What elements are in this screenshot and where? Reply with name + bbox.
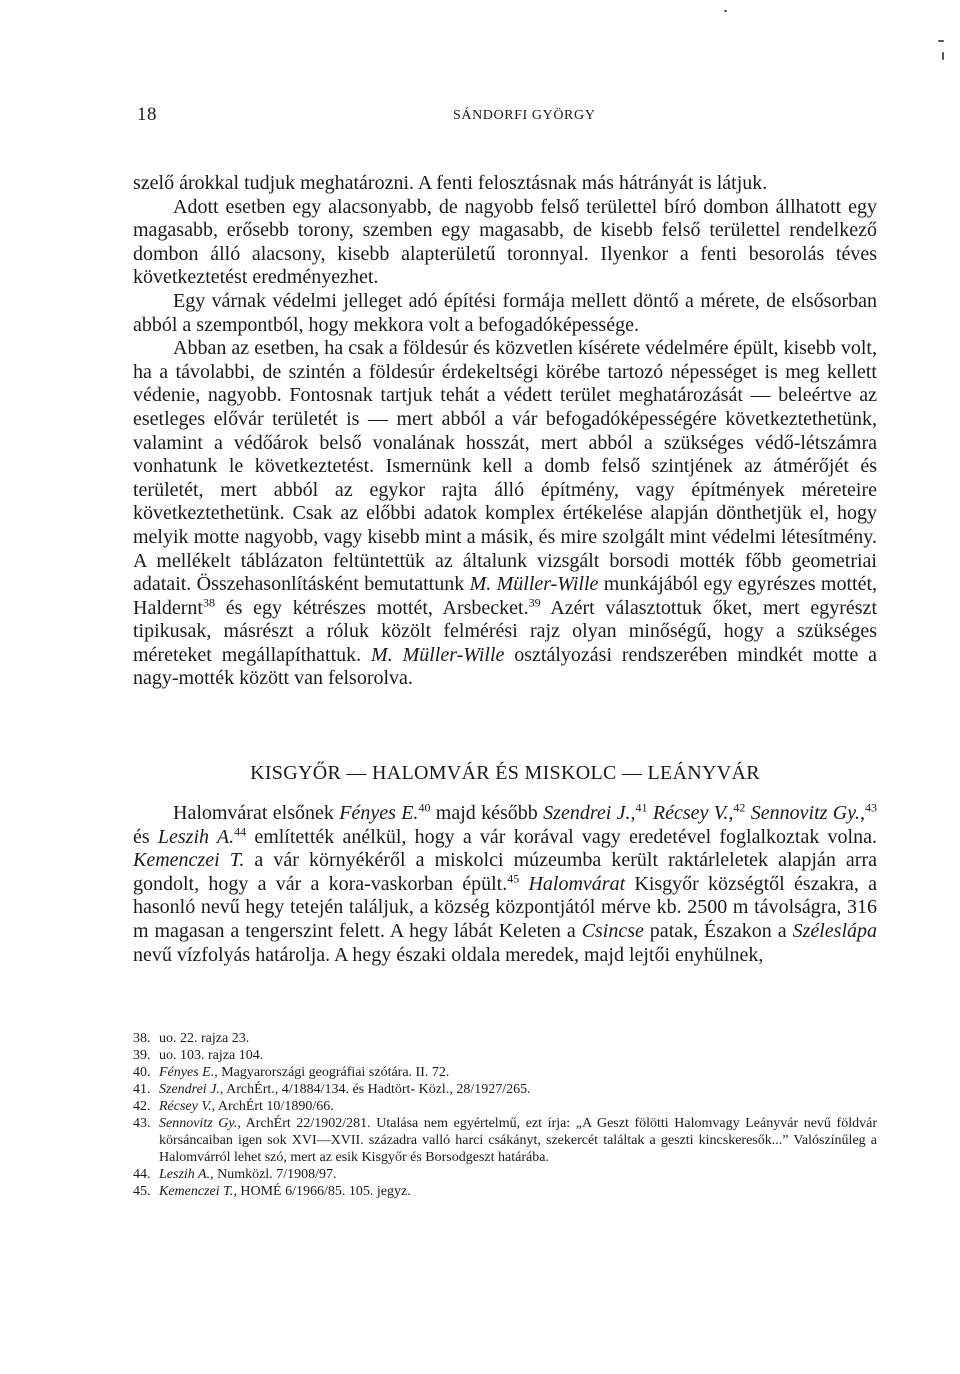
footnote-text xyxy=(159,1115,877,1166)
author-name: Fényes E. xyxy=(339,802,419,824)
text-run: Halomvárat elsőnek xyxy=(173,802,340,824)
footnote-number: 39. xyxy=(133,1048,151,1063)
text-run: és egy kétrészes mottét, Arsbecket. xyxy=(214,596,529,619)
footnote-text xyxy=(159,1064,877,1081)
paragraph: szelő árokkal tudjuk meghatározni. A fenti felosztásnak más hátrányát is látjuk. xyxy=(133,172,768,194)
footnote-ref: 40 xyxy=(418,800,431,815)
footnote-text: uo. 103. rajza 104. xyxy=(159,1048,264,1063)
page-number: 18 xyxy=(137,104,157,125)
author-name: Leszih A. xyxy=(159,1167,211,1182)
running-head: SÁNDORFI GYÖRGY xyxy=(453,108,596,123)
footnote-text xyxy=(159,1081,877,1098)
footnote-ref: 44 xyxy=(234,823,247,838)
text-run: majd később xyxy=(430,802,544,824)
text-run: nevű vízfolyás határolja. A hegy északi oldala meredek, majd lejtői enyhülnek, xyxy=(133,943,764,966)
scan-speck xyxy=(942,52,944,60)
section-title: KISGYŐR — HALOMVÁR ÉS MISKOLC — LEÁNYVÁR xyxy=(250,762,760,784)
footnote xyxy=(133,1081,877,1098)
scan-speck xyxy=(938,40,944,42)
footnote-number: 43. xyxy=(133,1116,151,1131)
footnote-number: 42. xyxy=(133,1099,151,1114)
paragraph xyxy=(133,802,877,967)
footnote-number: 38. xyxy=(133,1031,151,1046)
text-run: említették anélkül, hogy a vár korával vagy eredetével foglalkoztak volna. xyxy=(246,825,877,848)
author-name: Fényes E. xyxy=(159,1065,215,1080)
text-run: Kisgyőr községtől északra, a hasonló nevű hegy tetején találjuk, a község központjától mérve kb. 2500 m távolságra, 316 m magasan a tengerszint felett. A hegy lábát Keleten a xyxy=(133,872,878,942)
author-name: Szendrei J., xyxy=(543,802,636,824)
text-run: , ArchÉrt., 4/1884/134. és Hadtört- Közl., 28/1927/265. xyxy=(219,1082,531,1097)
footnote xyxy=(133,1064,877,1081)
paragraph: Adott esetben egy alacsonyabb, de nagyobb felső területtel bíró dombon állhatott egy magasabb, erősebb torony, szemben egy magasabb, de kisebb felső területtel rendelkező dombon álló alacsony, kisebb alapterületű toronnyal. Ilyenkor a fenti besorolás téves következtetést eredményezhet. xyxy=(133,195,877,289)
footnote-ref: 39 xyxy=(528,595,541,610)
footnote-ref: 43 xyxy=(865,800,878,815)
footnote-number: 45. xyxy=(133,1184,151,1199)
paragraph xyxy=(133,337,877,691)
author-name: Szendrei J. xyxy=(159,1082,220,1097)
footnote xyxy=(133,1098,877,1115)
paragraph: Egy várnak védelmi jelleget adó építési formája mellett döntő a mérete, de elsősorban abból a szempontból, hogy mekkora volt a befogadóképessége. xyxy=(133,289,877,336)
author-name: M. Müller-Wille xyxy=(371,643,505,666)
footnote-ref: 45 xyxy=(507,871,520,886)
italic-term: Széleslápa xyxy=(792,919,877,942)
text-run: patak, Északon a xyxy=(643,919,793,942)
text-run: és xyxy=(133,825,158,848)
text-run: Azért választottuk őket, mert egyrészt tipikusak, másrészt a róluk közölt felmérési rajz olyan minőségű, hogy a szükséges méreteket megállapíthattuk. xyxy=(133,596,877,666)
page-header xyxy=(137,104,849,132)
footnotes xyxy=(133,1030,877,1200)
footnote-ref: 38 xyxy=(202,595,215,610)
author-name: Kemenczei T. xyxy=(133,849,245,872)
footnote-text: uo. 22. rajza 23. xyxy=(159,1031,250,1046)
text-run: , Numközl. 7/1908/97. xyxy=(210,1167,337,1182)
author-name: Récsey V., xyxy=(652,802,734,824)
text-run: munkájából egy egyrészes mottét, Haldernt xyxy=(133,573,878,619)
author-name: Sennovitz Gy. xyxy=(159,1116,238,1131)
footnote-number: 40. xyxy=(133,1065,151,1080)
italic-term: Halomvárat xyxy=(528,872,626,895)
text-run: , HOMÉ 6/1966/85. 105. jegyz. xyxy=(233,1184,411,1199)
footnote-text xyxy=(159,1098,877,1115)
footnote-ref: 42 xyxy=(733,800,746,815)
footnote xyxy=(133,1183,877,1200)
text-run: a vár környékéről a miskolci múzeumba került raktárleletek alapján arra gondolt, hogy a vár a kora-vaskorban épült. xyxy=(133,849,877,895)
text-run: , ArchÉrt 10/1890/66. xyxy=(211,1099,334,1114)
italic-term: Csincse xyxy=(581,919,644,942)
footnote-text xyxy=(159,1183,877,1200)
text-run: , Magyarországi geográfiai szótára. II. 72. xyxy=(214,1065,450,1080)
footnote xyxy=(133,1166,877,1183)
body-text xyxy=(133,172,877,691)
footnote-number: 44. xyxy=(133,1167,151,1182)
scan-speck xyxy=(724,10,727,12)
author-name: Récsey V. xyxy=(159,1099,212,1114)
text-run: osztályozási rendszerében mindkét motte a nagy-motték között van felsorolva. xyxy=(133,643,878,690)
author-name: Sennovitz Gy., xyxy=(750,802,866,824)
author-name: Kemenczei T. xyxy=(159,1184,234,1199)
footnote xyxy=(133,1115,877,1166)
author-name: Leszih A. xyxy=(157,825,235,848)
text-run: Abban az esetben, ha csak a földesúr és közvetlen kísérete védelmére épült, kisebb volt, ha a távolabbi, de szintén a földesúr érdekeltségi körébe tartozó népességet is meg kellett védenie, nagyobb. Fontosnak tartjuk tehát a védett terület meghatározását — beleértve az esetleges elővár területét is — mert abból a vár befogadóképességére következtethetünk, valamint a védőárok belső vonalának hosszát, mert abból a szükséges védő-létszámra vonhatunk le következtetést. Ismernünk kell a domb felső szintjének az átmérőjét és területét, mert abból az egykor rajta álló építmény, vagy építmények méreteire következtethetünk. Csak az előbbi adatok komplex értékelése alapján dönthetjük el, hogy melyik motte nagyobb, vagy kisebb mint a másik, és mire szolgált mint védelmi létesítmény. A mellékelt táblázaton feltüntettük az általunk vizsgált borsodi motték főbb geometriai adatait. Összehasonlításként bemutattunk xyxy=(133,337,877,596)
text-run: , ArchÉrt 22/1902/281. Utalása nem egyértelmű, ezt írja: „A Geszt fölötti Halomvagy Leányvár nevű földvár körsáncaiban igen sok XVI—XVII. századra valló harci csákányt, szekercét találtak a geszti kincskeresők...” Valószínűleg a Halomvárról lehet szó, mert az esik Kisgyőr és Borsodgeszt határába. xyxy=(159,1116,877,1165)
footnote-text xyxy=(159,1166,877,1183)
author-name: M. Müller-Wille xyxy=(469,573,599,596)
section-text xyxy=(133,802,877,967)
footnote-number: 41. xyxy=(133,1082,151,1097)
footnote-ref: 41 xyxy=(635,800,648,815)
footnote xyxy=(133,1030,877,1047)
footnote xyxy=(133,1047,877,1064)
